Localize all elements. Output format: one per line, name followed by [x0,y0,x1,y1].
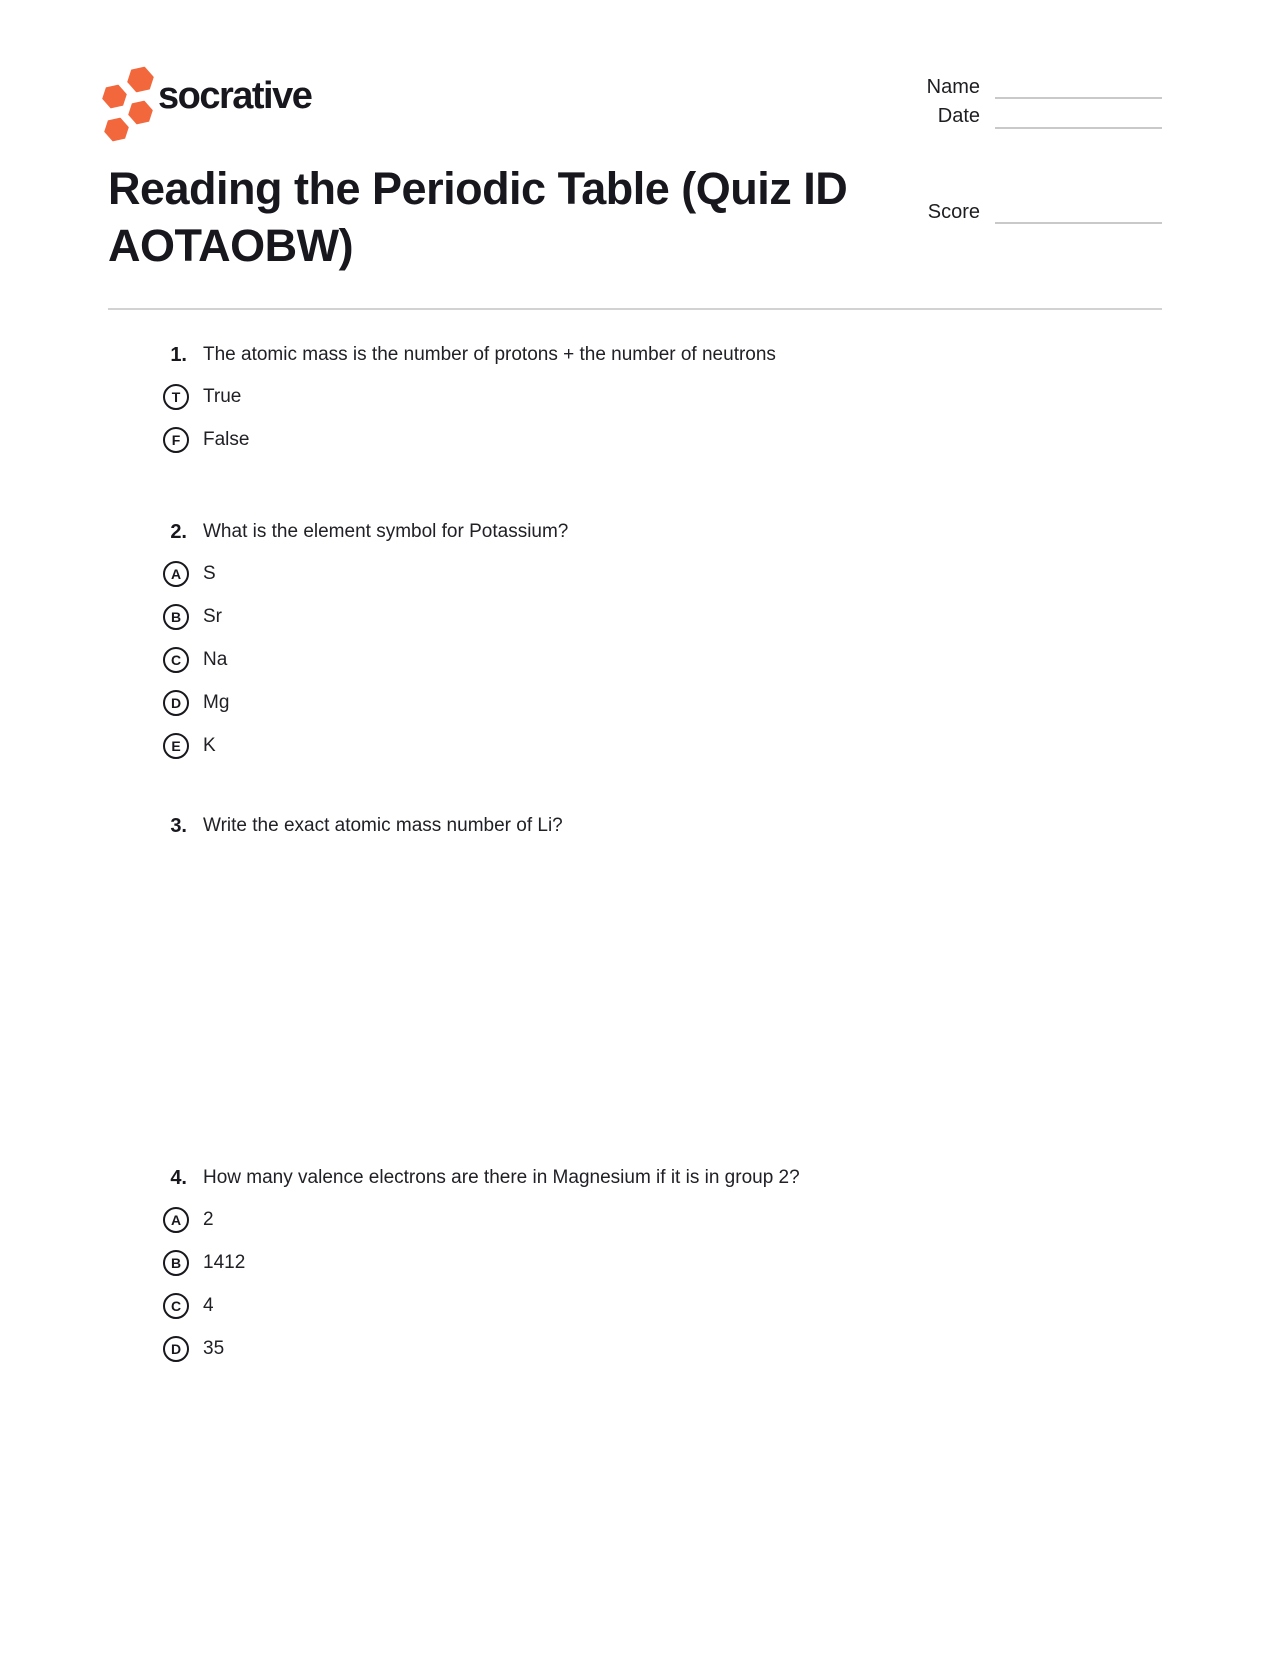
answer-bubble-b[interactable]: B [163,604,189,630]
option-label: S [203,562,216,584]
option-row [163,1327,1163,1370]
question-line [163,342,1163,368]
answer-bubble-a[interactable]: A [163,1207,189,1233]
option-row [163,1198,1163,1241]
question-2 [163,519,1163,767]
option-row [163,724,1163,767]
option-label: 2 [203,1208,214,1230]
question-line [163,813,1163,839]
hexagon-icon [101,114,133,146]
question-text: How many valence electrons are there in Magnesium if it is in group 2? [203,1167,800,1188]
option-row [163,1284,1163,1327]
option-row [163,1241,1163,1284]
date-field-label: Date [937,105,980,127]
hexagon-icon [123,62,157,96]
options-list [163,375,1163,461]
question-4 [163,1165,1163,1370]
answer-bubble-true[interactable]: T [163,384,189,410]
question-number: 4. [170,1167,187,1189]
option-row [163,552,1163,595]
question-text: The atomic mass is the number of protons + the number of neutrons [203,344,776,365]
option-row [163,375,1163,418]
brand-wordmark: socrative [158,75,312,117]
option-label: True [203,385,242,407]
options-list [163,552,1163,767]
answer-bubble-e[interactable]: E [163,733,189,759]
answer-bubble-b[interactable]: B [163,1250,189,1276]
option-label: 4 [203,1294,214,1316]
option-label: K [203,734,216,756]
hexagon-icon [125,97,157,129]
question-number: 2. [170,521,187,543]
option-row [163,418,1163,461]
answer-bubble-d[interactable]: D [163,690,189,716]
answer-bubble-c[interactable]: C [163,647,189,673]
option-label: False [203,428,250,450]
question-line [163,519,1163,545]
quiz-title: Reading the Periodic Table (Quiz ID AOTAOBW) [108,163,848,271]
option-row [163,638,1163,681]
date-input-line[interactable] [995,127,1162,129]
question-line [163,1165,1163,1191]
option-label: Mg [203,691,230,713]
header-divider [108,308,1162,310]
option-label: 1412 [203,1251,246,1273]
socrative-logo [100,62,330,144]
question-number: 1. [170,344,187,366]
option-label: 35 [203,1337,225,1359]
answer-bubble-a[interactable]: A [163,561,189,587]
options-list [163,1198,1163,1370]
question-text: Write the exact atomic mass number of Li? [203,815,563,836]
answer-bubble-false[interactable]: F [163,427,189,453]
score-input-line[interactable] [995,222,1162,224]
option-row [163,681,1163,724]
hexagon-icon [99,81,131,113]
answer-bubble-c[interactable]: C [163,1293,189,1319]
option-label: Na [203,648,228,670]
answer-bubble-d[interactable]: D [163,1336,189,1362]
option-label: Sr [203,605,222,627]
name-input-line[interactable] [995,97,1162,99]
name-field-label: Name [926,76,980,98]
socrative-hexagons-icon [100,62,156,144]
question-number: 3. [170,815,187,837]
option-row [163,595,1163,638]
question-1 [163,342,1163,461]
question-text: What is the element symbol for Potassium? [203,521,569,542]
score-field-label: Score [927,201,980,223]
question-3 [163,813,1163,839]
